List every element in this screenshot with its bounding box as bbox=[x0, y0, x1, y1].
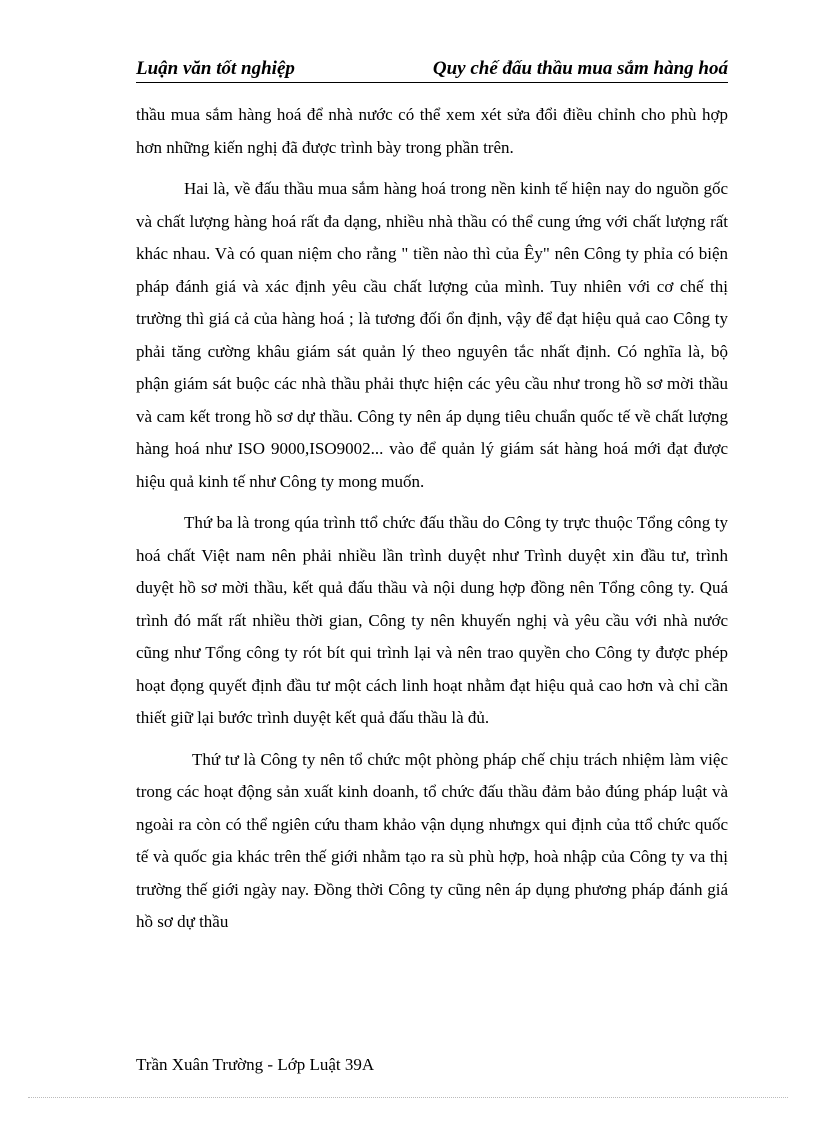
page-footer-author: Trần Xuân Trường - Lớp Luật 39A bbox=[136, 1055, 375, 1074]
paragraph-third-point: Thứ ba là trong qúa trình ttổ chức đấu thầu do Công ty trực thuộc Tổng công ty hoá chất Việt nam nên phải nhiều lần trình duyệt như Trình duyệt xin đầu tư, trình duyệt hồ sơ mời thầu, kết quả đấu thầu và nội dung hợp đồng nên Tổng công ty. Quá trình đó mất rất nhiều thời gian, Công ty nên khuyến nghị và yêu cầu với nhà nước cũng như Tổng công ty rót bít qui trình lại và nên trao quyền cho Công ty được phép hoạt đọng quyết định đầu tư một cách linh hoạt nhằm đạt hiệu quả cao hơn và chỉ cần thiết giữ lại bước trình duyệt kết quả đấu thầu là đủ. bbox=[136, 513, 728, 727]
page-header bbox=[136, 58, 728, 83]
paragraph-second-point: Hai là, về đấu thầu mua sắm hàng hoá trong nền kinh tế hiện nay do nguồn gốc và chất lượng hàng hoá rất đa dạng, nhiều nhà thầu có thể cung ứng với chất lượng rất khác nhau. Và có quan niệm cho rằng " tiền nào thì của Êy" nên Công ty phỉa có biện pháp đánh giá và xác định yêu cầu chất lượng của mình. Tuy nhiên với cơ chế thị trường thì giá cả của hàng hoá ; là tương đối ổn định, vậy để đạt hiệu quả cao Công ty phải tăng cường khâu giám sát quản lý theo nguyên tắc nhất định. Có nghĩa là, bộ phận giám sát buộc các nhà thầu phải thực hiện các yêu cầu như trong hồ sơ mời thầu và cam kết trong hồ sơ dự thầu. Công ty nên áp dụng tiêu chuẩn quốc tế về chất lượng hàng hoá như ISO 9000,ISO9002... vào để quản lý giám sát hàng hoá mới đạt được hiệu quả kinh tế như Công ty mong muốn. bbox=[136, 179, 728, 491]
header-thesis-label: Luận văn tốt nghiệp bbox=[136, 58, 295, 79]
page-bottom-divider bbox=[28, 1097, 788, 1098]
document-body bbox=[136, 99, 728, 948]
paragraph-fourth-point: Thứ tư là Công ty nên tổ chức một phòng pháp chế chịu trách nhiệm làm việc trong các hoạt động sản xuất kinh doanh, tổ chức đấu thầu đảm bảo đúng pháp luật và ngoài ra còn có thể ngiên cứu tham khảo vận dụng nhưngx qui định của ttổ chức quốc tế và quốc gia khác trên thế giới nhằm tạo ra sù phù hợp, hoà nhập của Công ty va thị trường thế giới ngày nay. Đồng thời Công ty cũng nên áp dụng phương pháp đánh giá hồ sơ dự thầu bbox=[136, 749, 728, 931]
header-chapter-title: Quy chế đấu thầu mua sắm hàng hoá bbox=[432, 58, 728, 79]
paragraph-continuation: thầu mua sắm hàng hoá để nhà nước có thể xem xét sửa đổi điều chỉnh cho phù hợp hơn những kiến nghị đã được trình bày trong phần trên. bbox=[136, 105, 728, 157]
